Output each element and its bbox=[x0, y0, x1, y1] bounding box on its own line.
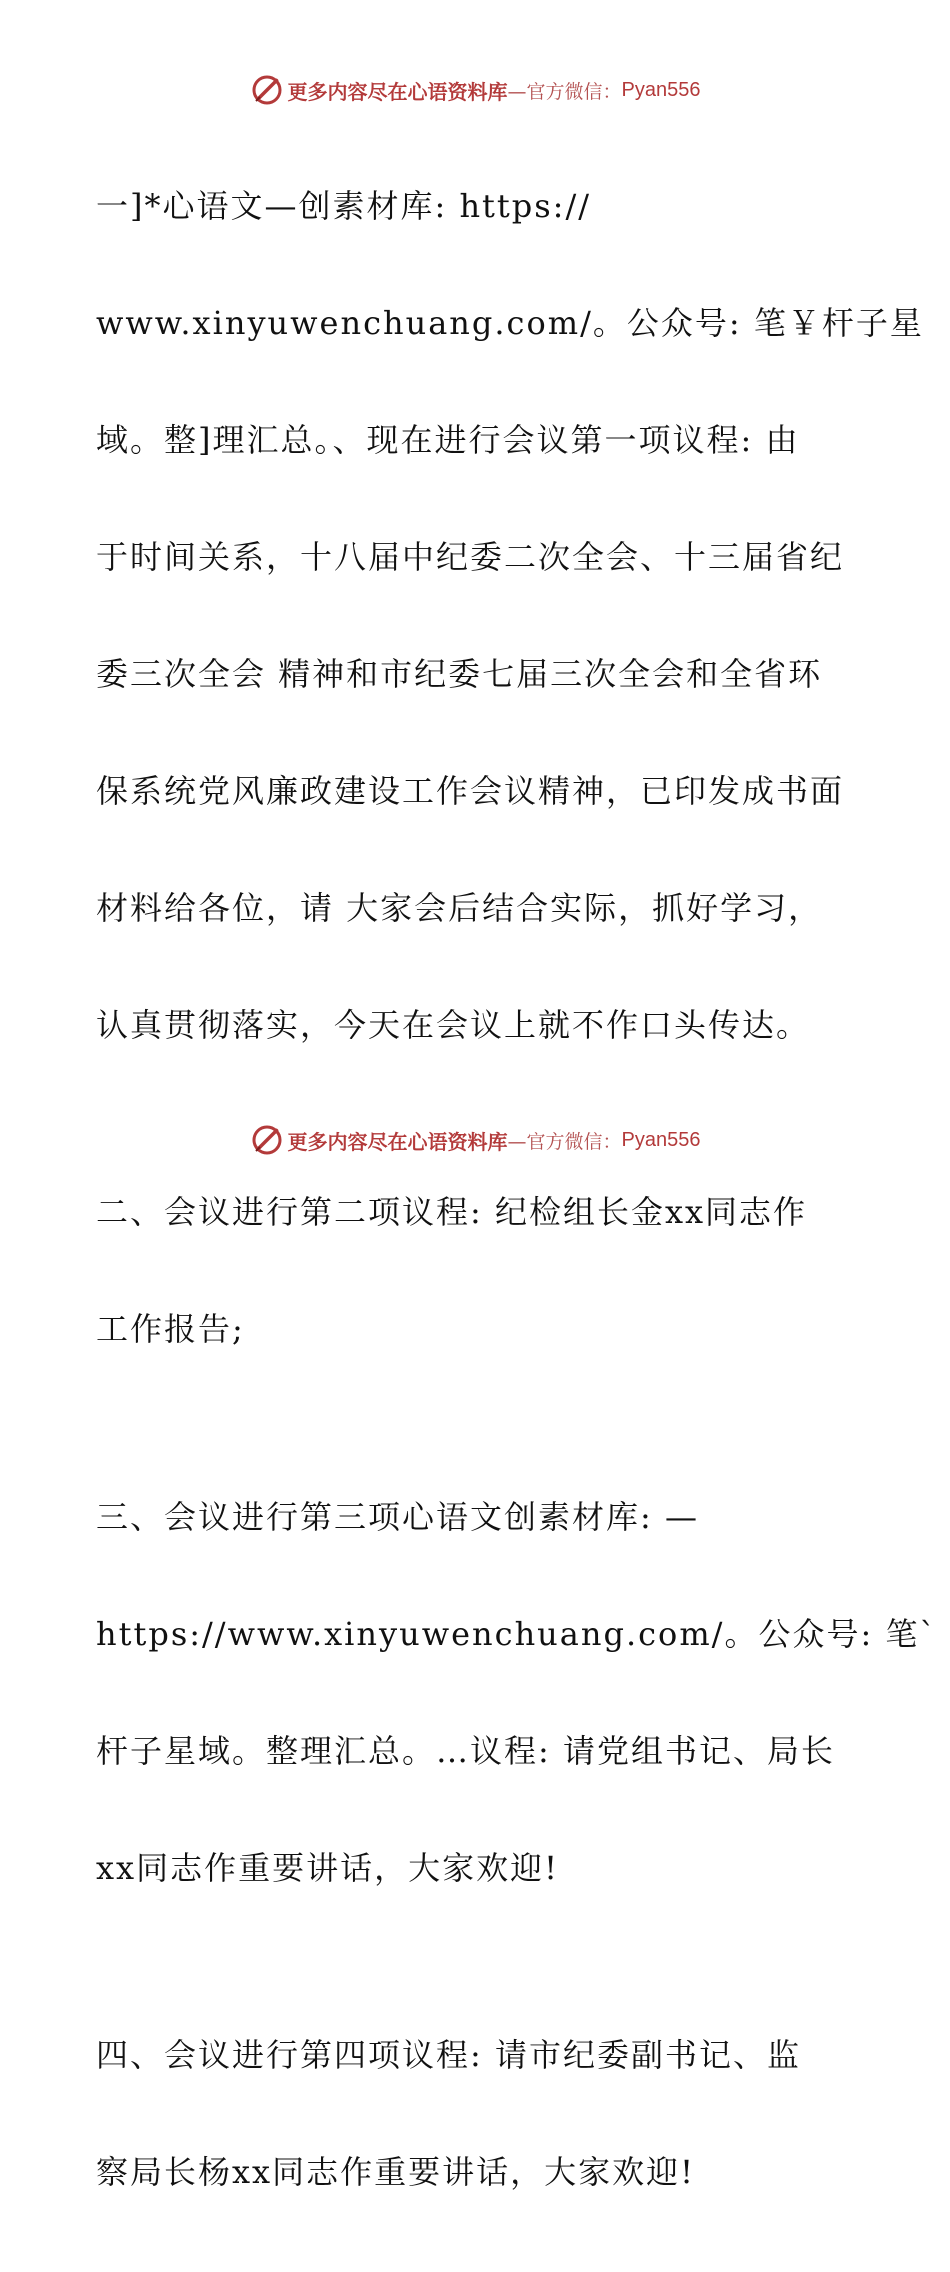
paragraph-agenda-2 bbox=[96, 1125, 856, 1418]
text-line: 四、会议进行第四项议程: 请市纪委副书记、监 bbox=[96, 2036, 801, 2074]
text-line: 保系统党风廉政建设工作会议精神，已印发成书面 bbox=[96, 771, 845, 810]
text-line: 域。整]理汇总。、现在进行会议第一项议程: 由 bbox=[96, 420, 800, 459]
paragraph-agenda-3 bbox=[96, 1429, 938, 1956]
text-line: 于时间关系，十八届中纪委二次全会、十三届省纪 bbox=[96, 537, 845, 576]
paragraph-agenda-1 bbox=[96, 118, 924, 1113]
text-line: xx同志作重要讲话，大家欢迎! bbox=[96, 1848, 559, 1887]
pen-logo-icon bbox=[250, 1123, 284, 1157]
text-line: 材料给各位，请 大家会后结合实际，抓好学习， bbox=[96, 888, 823, 927]
banner-official-label: —官方微信： bbox=[507, 1130, 622, 1153]
text-line: 察局长杨xx同志作重要讲话，大家欢迎! bbox=[96, 2153, 695, 2191]
banner-account-id: Pyan556 bbox=[621, 78, 701, 101]
text-line: https://www.xinyuwenchuang.com/。公众号: 笔` bbox=[96, 1614, 938, 1653]
banner-account-id: Pyan556 bbox=[621, 1128, 701, 1151]
text-line: 杆子星域。整理汇总。…议程: 请党组书记、局长 bbox=[96, 1731, 835, 1770]
text-line: 三、会议进行第三项心语文创素材库: — bbox=[96, 1497, 699, 1536]
text-line: 委三次全会 精神和市纪委七届三次全会和全省环 bbox=[96, 654, 823, 693]
text-line: 一]*心语文—创素材库: https:// bbox=[96, 186, 592, 225]
pen-logo-icon bbox=[250, 73, 284, 107]
text-line: 认真贯彻落实，今天在会议上就不作口头传达。 bbox=[96, 1005, 811, 1044]
text-line: 二、会议进行第二项议程: 纪检组长金xx同志作 bbox=[96, 1193, 808, 1231]
header-watermark-banner bbox=[0, 70, 950, 110]
text-line: 工作报告; bbox=[96, 1310, 245, 1348]
banner-official-label: —官方微信： bbox=[507, 80, 622, 103]
document-body bbox=[96, 118, 938, 2272]
banner-main-text: 更多内容尽在心语资料库 bbox=[287, 1129, 508, 1154]
footer-watermark-banner bbox=[0, 1120, 950, 1160]
banner-main-text: 更多内容尽在心语资料库 bbox=[287, 79, 508, 104]
paragraph-agenda-4 bbox=[96, 1968, 856, 2261]
text-line: www.xinyuwenchuang.com/。公众号: 笔￥杆子星 bbox=[96, 303, 924, 342]
